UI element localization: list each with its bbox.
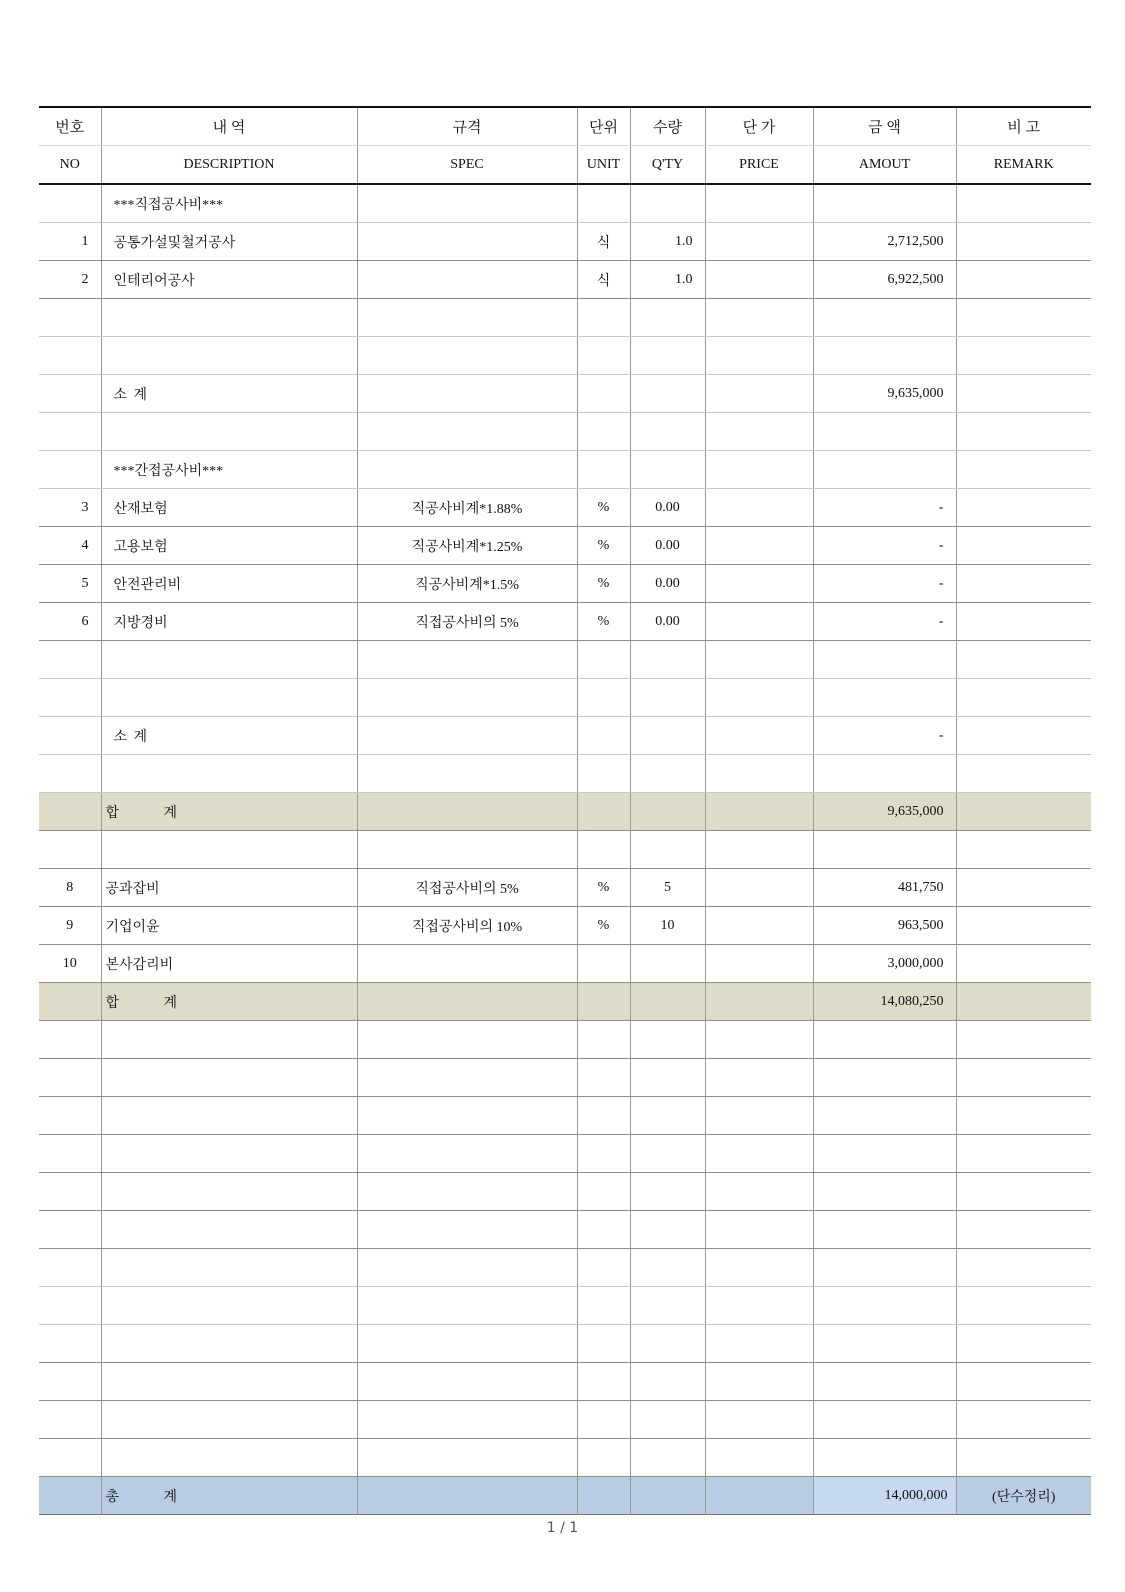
empty-row (39, 1287, 1091, 1325)
grand-total-amount: 14,000,000 (813, 1477, 956, 1515)
section-title-direct: ***직접공사비*** (101, 184, 357, 223)
header-no-ko: 번호 (39, 107, 101, 146)
table-row: 8 공과잡비 직접공사비의 5% % 5 481,750 (39, 869, 1091, 907)
header-remark-ko: 비 고 (956, 107, 1091, 146)
empty-row (39, 413, 1091, 451)
header-no-en: NO (39, 146, 101, 185)
empty-row (39, 1059, 1091, 1097)
table-row: 6 지방경비 직접공사비의 5% % 0.00 - (39, 603, 1091, 641)
header-amount-en: AMOUT (813, 146, 956, 185)
header-spec-ko: 규격 (357, 107, 577, 146)
total-label: 합 (105, 995, 120, 1011)
total-row: 합 계 9,635,000 (39, 793, 1091, 831)
subtotal-amount: 9,635,000 (813, 375, 956, 413)
header-remark-en: REMARK (956, 146, 1091, 185)
header-row-english (39, 146, 1091, 185)
empty-row (39, 1173, 1091, 1211)
empty-row (39, 679, 1091, 717)
table-row: 3 산재보험 직공사비계*1.88% % 0.00 - (39, 489, 1091, 527)
table-row: 2 인테리어공사 식 1.0 6,922,500 (39, 261, 1091, 299)
header-description-ko: 내 역 (101, 107, 357, 146)
subtotal-amount: - (813, 717, 956, 755)
grand-total-row: 총 계 14,000,000 (단수정리) (39, 1477, 1091, 1515)
header-price-en: PRICE (705, 146, 813, 185)
table-row: 9 기업이윤 직접공사비의 10% % 10 963,500 (39, 907, 1091, 945)
estimate-table (39, 106, 1091, 1515)
table-row: 10 본사감리비 3,000,000 (39, 945, 1091, 983)
header-price-ko: 단 가 (705, 107, 813, 146)
grand-total-remark: (단수정리) (956, 1477, 1091, 1515)
subtotal-label: 소 (113, 729, 128, 745)
empty-row (39, 641, 1091, 679)
table-row: 5 안전관리비 직공사비계*1.5% % 0.00 - (39, 565, 1091, 603)
empty-row (39, 1021, 1091, 1059)
page-number: 1 / 1 (546, 1520, 579, 1536)
empty-row (39, 1439, 1091, 1477)
total-amount: 9,635,000 (813, 793, 956, 831)
subtotal-label: 소 (113, 387, 128, 403)
grand-total-label: 총 (105, 1489, 120, 1505)
empty-row (39, 1325, 1091, 1363)
table-row: 4 고용보험 직공사비계*1.25% % 0.00 - (39, 527, 1091, 565)
section-title-indirect: ***간접공사비*** (101, 451, 357, 489)
empty-row (39, 831, 1091, 869)
header-amount-ko: 금 액 (813, 107, 956, 146)
empty-row (39, 1363, 1091, 1401)
empty-row (39, 1249, 1091, 1287)
empty-row (39, 1401, 1091, 1439)
header-unit-en: UNIT (577, 146, 630, 185)
subtotal-row: 소 계 - (39, 717, 1091, 755)
header-qty-ko: 수량 (630, 107, 705, 146)
empty-row (39, 755, 1091, 793)
empty-row (39, 1211, 1091, 1249)
header-unit-ko: 단위 (577, 107, 630, 146)
header-row-korean (39, 107, 1091, 146)
header-qty-en: Q'TY (630, 146, 705, 185)
total-amount: 14,080,250 (813, 983, 956, 1021)
total-row: 합 계 14,080,250 (39, 983, 1091, 1021)
empty-row (39, 1097, 1091, 1135)
subtotal-row: 소 계 9,635,000 (39, 375, 1091, 413)
header-spec-en: SPEC (357, 146, 577, 185)
header-description-en: DESCRIPTION (101, 146, 357, 185)
empty-row (39, 299, 1091, 337)
table-row: 1 공통가설및철거공사 식 1.0 2,712,500 (39, 223, 1091, 261)
section-title-row (39, 184, 1091, 223)
empty-row (39, 337, 1091, 375)
total-label: 합 (105, 805, 120, 821)
empty-row (39, 1135, 1091, 1173)
section-title-row (39, 451, 1091, 489)
